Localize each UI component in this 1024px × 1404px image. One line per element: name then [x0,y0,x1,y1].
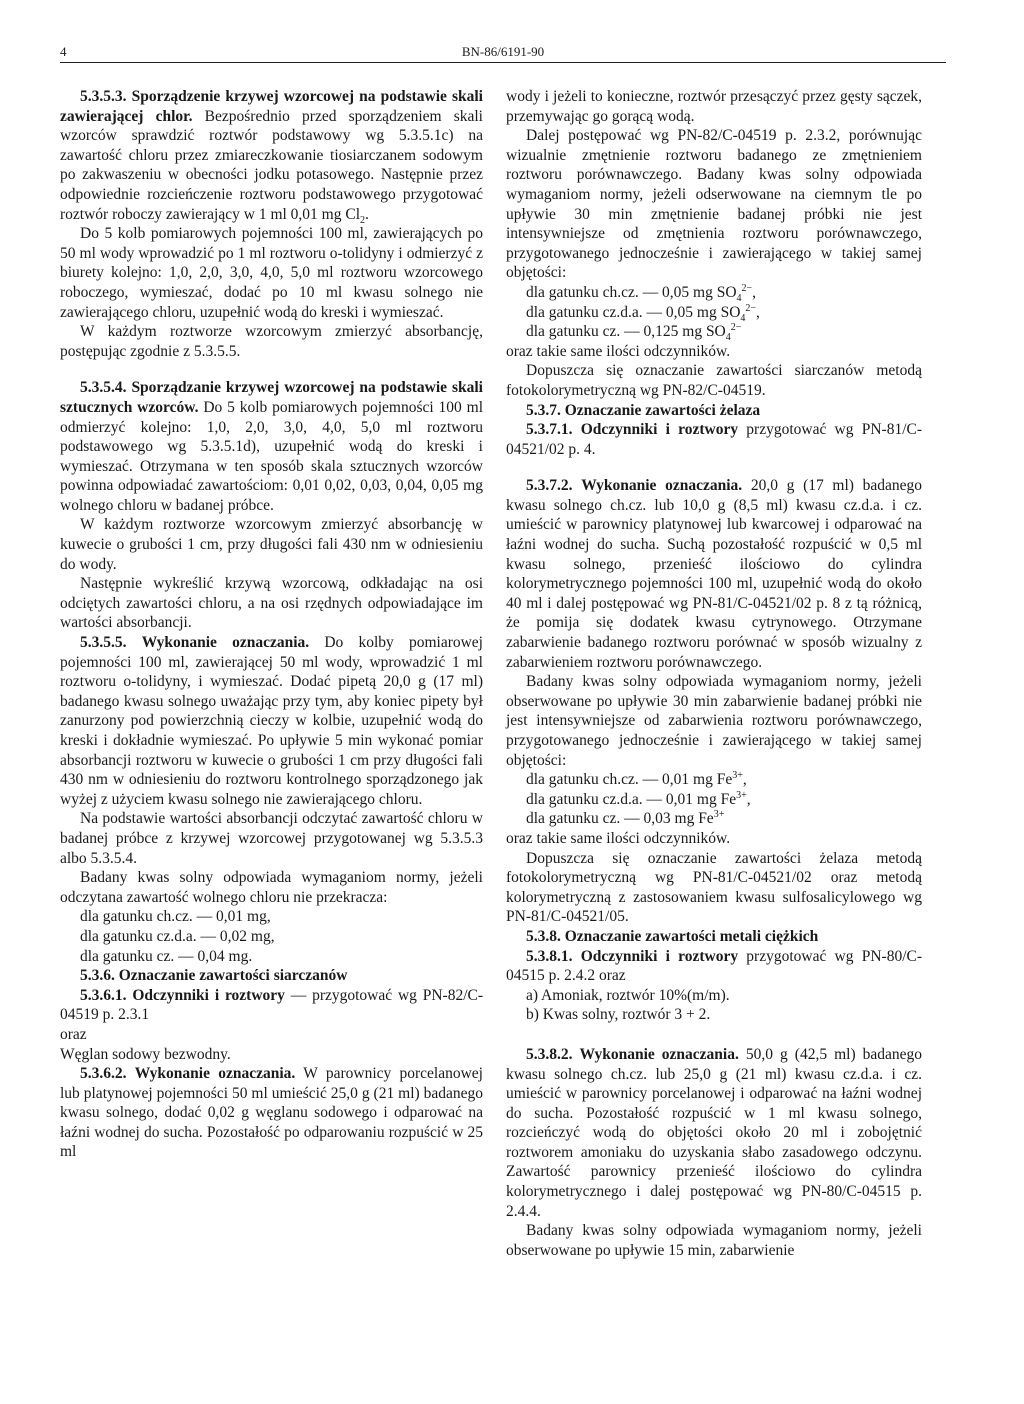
paragraph: W każdym roztworze wzorcowym zmierzyć absorbancję, postępując zgodnie z 5.3.5.5. [60,323,483,360]
section-number: 5.3.7.2. [526,477,573,495]
list-item: a) Amoniak, roztwór 10%(m/m). [526,986,730,1004]
section-title: Odczynniki i roztwory [132,986,285,1004]
section-5-3-6-1 [60,986,483,1025]
section-number: 5.3.5.4. [80,379,127,397]
paragraph: Do 5 kolb pomiarowych pojemności 100 ml odmierzyć kolejno: 1,0, 2,0, 3,0, 4,0, 5,0 ml roztworu podstawowego wg 5.3.5.1d), uzupełnić wodą do kreski i wymieszać. Otrzymana w ten sposób skala sztucznych wzorców powinna odpowiadać zawartościom: 0,01 0,02, 0,03, 0,04, 0,05 mg wolnego chloru w badanej próbce. [60,398,483,514]
paragraph: 50,0 g (42,5 ml) badanego kwasu solnego ch.cz. lub 25,0 g (21 ml) kwasu cz.d.a. i cz. umieścić w parownicy porcelanowej i odparować na łaźni wodnej do sucha. Pozostałość rozpuścić w 1 ml kwasu solnego, rozcieńczyć wodą do objętości około 20 ml i zobojętnić roztworem amoniaku do uzyskania słabo zasadowego odczynu. Zawartość parownicy przenieść ilościowo do cylindra kolorymetrycznego i dalej postępować wg PN-80/C-04515 p. 2.4.4. [506,1045,923,1220]
document-id: BN-86/6191-90 [461,44,545,59]
section-number: 5.3.8. [526,927,561,945]
paragraph: 20,0 g (17 ml) badanego kwasu solnego ch.cz. lub 10,0 g (8,5 ml) kwasu cz.d.a. i cz. umieścić w parownicy platynowej lub kwarcowej i odparować na łaźni wodnej do sucha. Suchą pozostałość rozpuścić w 0,5 ml kwasu solnego, przenieść ilościowo do cylindra kolorymetrycznego pojemności 100 ml, uzupełnić wodą do około 40 ml i dalej postępować wg PN-81/C-04521/02 p. 8 z tą różnicą, że pomija się dodatek kwasu cytrynowego. Otrzymane zabarwienie badanego roztworu porównać w sposób wizualny z zabarwieniem roztworu porównawczego. [506,477,923,671]
section-title: Sporządzanie krzywej wzorcowej na podstawie skali sztucznych wzorców. [60,379,483,416]
section-title: Oznaczanie zawartości metali ciężkich [564,927,819,945]
section-title: Sporządzenie krzywej wzorcowej na podstawie skali zawierającej chlor. [60,88,483,125]
section-number: 5.3.5.3. [80,88,127,105]
section-title: Wykonanie oznaczania. [579,1045,739,1063]
section-5-3-7-1 [506,420,922,459]
section-number: 5.3.6.1. [80,986,127,1004]
page-number: 4 [60,44,67,59]
section-title: Oznaczanie zawartości żelaza [564,401,761,419]
paragraph: Na podstawie wartości absorbancji odczytać zawartość chloru w badanej próbce z krzywej wzorcowej przygotowanej wg 5.3.5.3 albo 5.3.5.4. [60,810,483,867]
paragraph: przygotować wg PN-81/C-04521/02 p. 4. [506,421,923,458]
list-item: dla gatunku cz. — 0,125 mg $SO_4^{2-}$ [526,321,742,344]
section-title: Wykonanie oznaczania. [141,634,310,652]
paragraph: Do 5 kolb pomiarowych pojemności 100 ml, zawierających po 50 ml wody wprowadzić po 1 ml roztworu o-tolidyny i odmierzyć z biurety kolejno: 1,0, 2,0, 3,0, 4,0, 5,0 ml roztworu wzorcowego roboczego, wymieszać, dodać po 10 ml kwasu solnego nie zawierającego chloru, uzupełnić wodą do kreski i wymieszać. [60,225,483,321]
section-5-3-6-2 [60,1064,483,1162]
paragraph: Następnie wykreślić krzywą wzorcową, odkładając na osi odciętych zawartości chloru, a na osi rzędnych odpowiadające im wartości absorbancji. [60,575,483,632]
paragraph: Dopuszcza się oznaczanie zawartości żelaza metodą fotokolorymetryczną wg PN-81/C-04521/02 oraz metodą kolorymetryczną z zastosowaniem kwasu sulfosalicylowego wg PN-81/C-04521/05. [506,849,922,926]
section-title: Wykonanie oznaczania. [581,477,743,495]
section-5-3-7 [506,401,922,421]
list-item: dla gatunku cz.d.a. — 0,02 mg, [80,927,275,945]
paragraph: Badany kwas solny odpowiada wymaganiom normy, jeżeli odczytana zawartość wolnego chloru nie przekracza: [60,869,483,906]
section-number: 5.3.7. [526,401,561,419]
list-item: dla gatunku ch.cz. — 0,05 mg $SO_4^{2-}$, [526,282,757,305]
paragraph: przygotować wg PN-80/C-04515 p. 2.4.2 oraz [506,947,923,985]
section-5-3-5-5 [60,633,483,809]
paragraph: W każdym roztworze wzorcowym zmierzyć absorbancję w kuwecie o grubości 1 cm, przy długości fali 430 nm w odniesieniu do wody. [60,516,483,573]
section-title: Odczynniki i roztwory [580,947,739,965]
section-5-3-8-1 [506,947,922,986]
paragraph: Węglan sodowy bezwodny. [60,1045,231,1063]
section-5-3-7-2 [506,476,922,672]
list-item: dla gatunku cz. — 0,03 mg $Fe^{3+}$ [526,809,725,828]
right-column [506,87,922,1260]
section-number: 5.3.8.1. [526,947,573,965]
section-number: 5.3.6.2. [80,1065,127,1083]
list-item: dla gatunku ch.cz. — 0,01 mg $Fe^{3+}$, [526,770,747,789]
paragraph: wody i jeżeli to konieczne, roztwór przesączyć przez gęsty sączek, przemywając go gorącą wodą. [506,88,922,125]
list-item: dla gatunku cz. — 0,04 mg. [80,947,253,965]
section-5-3-5-4 [60,378,483,515]
paragraph: Bezpośrednio przed sporządzeniem skali wzorców sprawdzić roztwór podstawowy wg 5.3.5.1c) na zawartość chloru przez zmiareczkowanie tiosiarczanem sodowym po zakwaszeniu w obecności jodku potasowego. Następnie przez odpowiednie rozcieńczenie roztworu podstawowego przygotować roztwór roboczy zawierający w 1 ml 0,01 mg Cl [60,107,483,223]
section-5-3-5-3: 5.3.5.3. Sporządzenie krzywej wzorcowej na podstawie skali zawierającej chlor. Bezpośrednio przed sporządzeniem skali wzorców sprawdzić roztwór podstawowy wg 5.3.5.1c) na zawartość chloru przez zmiareczkowanie tiosiarczanem sodowym po zakwaszeniu w obecności jodku potasowego. Następnie przez odpowiednie rozcieńczenie roztworu podstawowego przygotować roztwór roboczy zawierający w 1 ml 0,01 mg $Cl_2$. [60,88,483,226]
section-title: Wykonanie oznaczania. [134,1065,296,1083]
section-number: 5.3.5.5. [80,634,127,652]
page-header [60,44,946,63]
section-title: Oznaczanie zawartości siarczanów [118,967,348,985]
section-number: 5.3.6. [80,967,115,985]
list-item: dla gatunku cz.d.a. — 0,05 mg $SO_4^{2-}$, [526,302,760,324]
paragraph: — przygotować wg PN-82/C-04519 p. 2.3.1 [60,986,484,1024]
paragraph: oraz takie same ilości odczynników. [506,342,731,360]
paragraph: Badany kwas solny odpowiada wymaganiom normy, jeżeli obserwowane po upływie 15 min, zabarwienie [506,1222,922,1259]
left-column [60,87,483,1162]
list-item: dla gatunku ch.cz. — 0,01 mg, [80,908,271,926]
section-5-3-8-2 [506,1045,922,1221]
section-title: Odczynniki i roztwory [580,421,739,439]
paragraph: Dalej postępować wg PN-82/C-04519 p. 2.3.2, porównując wizualnie zmętnienie roztworu badanego ze zmętnieniem roztworu porównawczego. Badany kwas solny odpowiada wymaganiom normy, jeżeli odserwowane na ciemnym tle po upływie 30 min zmętnienie badanej próbki nie jest intensywniejsze od zmętnienia roztworu porównawczego, przygotowanego jednocześnie i zawierającego w takiej samej objętości: [506,127,922,282]
subscript: 2 [360,214,366,226]
list-item: dla gatunku cz.d.a. — 0,01 mg $Fe^{3+}$, [526,789,751,808]
paragraph: W parownicy porcelanowej lub platynowej pojemności 50 ml umieścić 25,0 g (21 ml) badanego kwasu solnego, dodać 0,02 g węglanu sodowego i odparować na łaźni wodnej do sucha. Pozostałość po odparowaniu rozpuścić w 25 ml [60,1065,483,1161]
section-5-3-6 [60,966,483,986]
section-number: 5.3.7.1. [526,421,573,439]
paragraph: Do kolby pomiarowej pojemności 100 ml, zawierającej 50 ml wody, wprowadzić 1 ml roztworu o-tolidyny, i wymieszać. Dodać pipetą 20,0 g (17 ml) badanego kwasu solnego uważając przy tym, aby koniec pipety był zanurzony pod powierzchnią cieczy w kolbie, uzupełnić wodą do kreski i dokładnie wymieszać. Po upływie 5 min wykonać pomiar absorbancji roztworu w kuwecie o grubości 1 cm przy długości fali 430 nm w odniesieniu do roztworu kontrolnego sporządzonego jak wyżej z użyciem kwasu solnego nie zawierającego chloru. [60,634,483,808]
paragraph: oraz takie same ilości odczynników. [506,829,731,847]
paragraph: Badany kwas solny odpowiada wymaganiom normy, jeżeli obserwowane po upływie 30 min zabarwienie badanej próbki nie jest intensywniejsze od zabarwienia roztworu porównawczego, przygotowanego jednocześnie i zawierającego w takiej samej objętości: [506,673,922,769]
section-5-3-8 [506,927,922,947]
section-number: 5.3.8.2. [526,1045,573,1063]
paragraph: Dopuszcza się oznaczanie zawartości siarczanów metodą fotokolorymetryczną wg PN-82/C-04519. [506,362,922,399]
paragraph: oraz [60,1025,87,1043]
list-item: b) Kwas solny, roztwór 3 + 2. [526,1006,711,1024]
